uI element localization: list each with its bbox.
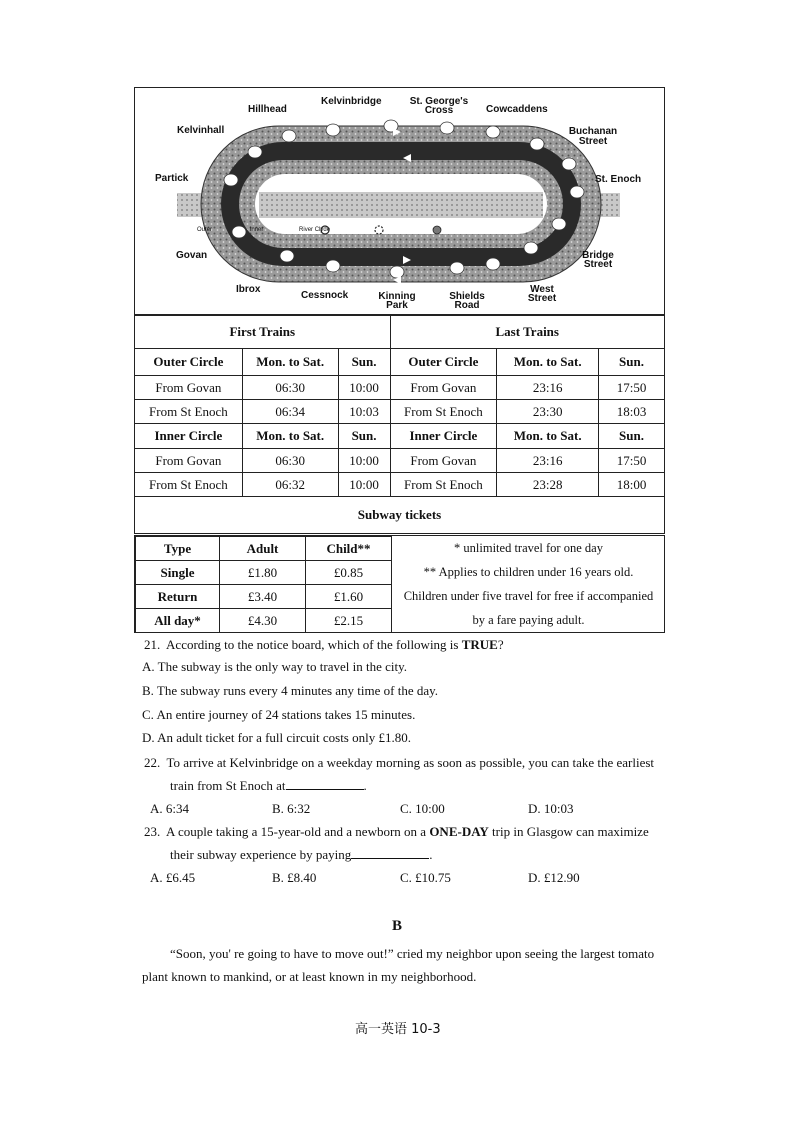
question-mark: ? [497, 637, 504, 652]
passage-line: “Soon, you' re going to have to move out!” cried my neighbor upon seeing the largest tomato [170, 946, 655, 961]
question-22-line2 [170, 777, 367, 794]
time-cell: 06:30 [242, 376, 338, 400]
ticket-price: £4.30 [220, 609, 306, 633]
time-cell: 23:30 [497, 400, 599, 424]
option-a: A. 6:34 [150, 801, 189, 816]
ticket-price: £1.60 [306, 585, 392, 609]
from-cell: From St Enoch [135, 473, 243, 497]
ticket-header: Type [136, 537, 220, 561]
time-cell: 06:34 [242, 400, 338, 424]
time-cell: 06:30 [242, 449, 338, 473]
answer-blank [286, 777, 364, 790]
river-clyde [259, 192, 543, 218]
ticket-type: Return [136, 585, 220, 609]
from-cell: From St Enoch [390, 473, 497, 497]
mon-sat-header: Mon. to Sat. [242, 424, 338, 449]
question-21 [144, 637, 504, 653]
time-cell: 23:28 [497, 473, 599, 497]
legend-river: River Clyde [299, 227, 331, 233]
station-kinning-park: Kinning Park [378, 291, 416, 311]
question-emphasis: ONE-DAY [429, 824, 489, 839]
option-b: B. £8.40 [272, 870, 317, 885]
mon-sat-header: Mon. to Sat. [497, 349, 599, 376]
section-label: B [392, 918, 403, 934]
question-stem: trip in Glasgow can maximize [488, 824, 649, 839]
option-c: C. An entire journey of 24 stations takes 15 minutes. [142, 707, 416, 722]
station-shields-road: Shields Road [449, 291, 485, 311]
subway-tickets-title: Subway tickets [135, 497, 665, 534]
option-d: D. £12.90 [528, 870, 580, 885]
station-cessnock: Cessnock [301, 290, 349, 301]
question-23 [144, 824, 649, 840]
subway-map-graphic [135, 88, 666, 316]
sun-header: Sun. [599, 424, 665, 449]
mon-sat-header: Mon. to Sat. [242, 349, 338, 376]
inner-circle-header: Inner Circle [390, 424, 497, 449]
from-cell: From Govan [135, 449, 243, 473]
station-govan: Govan [176, 250, 208, 261]
legend-inner: Inner [249, 227, 264, 233]
passage-line: plant known to mankind, or at least known in my neighborhood. [142, 969, 477, 984]
outer-circle-header: Outer Circle [390, 349, 497, 376]
question-stem: A couple taking a 15-year-old and a newborn on a [166, 824, 430, 839]
option-b: B. 6:32 [272, 801, 311, 816]
station-buchanan-street: Buchanan Street [568, 126, 618, 147]
station-cowcaddens: Cowcaddens [486, 104, 548, 115]
question-stem: According to the notice board, which of the following is [166, 637, 462, 652]
table-row [136, 585, 392, 609]
from-cell: From St Enoch [135, 400, 243, 424]
question-stem: To arrive at Kelvinbridge on a weekday morning as soon as possible, you can take the earliest [166, 755, 655, 770]
question-stem: their subway experience by paying [170, 847, 352, 862]
time-cell: 10:00 [338, 473, 390, 497]
question-22 [144, 755, 654, 771]
station-bridge-street: Bridge Street [582, 250, 614, 270]
timetable [134, 315, 665, 534]
table-row [135, 449, 665, 473]
ticket-header: Adult [220, 537, 306, 561]
ticket-notes [391, 536, 666, 632]
station-hillhead: Hillhead [248, 104, 287, 115]
ticket-type: Single [136, 561, 220, 585]
answer-blank [351, 846, 429, 859]
sun-header: Sun. [338, 424, 390, 449]
table-row [135, 473, 665, 497]
option-d: D. An adult ticket for a full circuit costs only £1.80. [142, 730, 411, 745]
station-west-street: West Street [527, 284, 557, 304]
option-b: B. The subway runs every 4 minutes any time of the day. [142, 683, 439, 698]
from-cell: From Govan [390, 376, 497, 400]
question-number: 22. [144, 755, 161, 770]
last-trains-title: Last Trains [390, 316, 665, 349]
note-line: ** Applies to children under 16 years old. [423, 565, 634, 579]
time-cell: 10:00 [338, 376, 390, 400]
station-st-enoch: St. Enoch [595, 174, 642, 185]
legend-outer: Outer [197, 227, 213, 233]
table-row [135, 400, 665, 424]
ticket-price: £2.15 [306, 609, 392, 633]
option-c: C. 10:00 [400, 801, 445, 816]
inner-circle-header: Inner Circle [135, 424, 243, 449]
note-line: by a fare paying adult. [472, 613, 585, 627]
option-d: D. 10:03 [528, 801, 574, 816]
from-cell: From Govan [390, 449, 497, 473]
table-row [136, 609, 392, 633]
map-legend [197, 227, 344, 233]
sun-header: Sun. [338, 349, 390, 376]
time-cell: 18:03 [599, 400, 665, 424]
question-number: 23. [144, 824, 161, 839]
river-legend-icon [433, 226, 441, 234]
ticket-type: All day* [136, 609, 220, 633]
time-cell: 10:03 [338, 400, 390, 424]
time-cell: 17:50 [599, 376, 665, 400]
time-cell: 10:00 [338, 449, 390, 473]
time-cell: 23:16 [497, 376, 599, 400]
note-line: Children under five travel for free if accompanied [403, 589, 654, 603]
option-c: C. £10.75 [400, 870, 451, 885]
question-emphasis: TRUE [461, 637, 498, 652]
note-line: * unlimited travel for one day [454, 541, 603, 555]
time-cell: 17:50 [599, 449, 665, 473]
period: . [429, 847, 433, 862]
question-23-line2 [170, 846, 432, 863]
sun-header: Sun. [599, 349, 665, 376]
station-ibrox: Ibrox [236, 284, 261, 295]
page-footer: 高一英语 10-3 [355, 1022, 441, 1037]
time-cell: 06:32 [242, 473, 338, 497]
tickets-table [135, 536, 392, 633]
question-number: 21. [144, 637, 161, 652]
subway-map [134, 87, 665, 315]
ticket-price: £1.80 [220, 561, 306, 585]
table-row [136, 561, 392, 585]
option-a: A. The subway is the only way to travel in the city. [142, 659, 408, 674]
table-row [135, 376, 665, 400]
station-kelvinhall: Kelvinhall [177, 125, 225, 136]
station-kelvinbridge: Kelvinbridge [321, 96, 382, 107]
period: . [363, 778, 367, 793]
option-a: A. £6.45 [150, 870, 196, 885]
first-trains-title: First Trains [135, 316, 391, 349]
outer-circle-header: Outer Circle [135, 349, 243, 376]
time-cell: 18:00 [599, 473, 665, 497]
from-cell: From Govan [135, 376, 243, 400]
ticket-price: £0.85 [306, 561, 392, 585]
from-cell: From St Enoch [390, 400, 497, 424]
station-st-georges-cross: St. George's Cross [409, 96, 469, 116]
mon-sat-header: Mon. to Sat. [497, 424, 599, 449]
question-stem: train from St Enoch at [170, 778, 286, 793]
tickets-section [134, 535, 665, 633]
station-partick: Partick [155, 173, 189, 184]
ticket-header: Child** [306, 537, 392, 561]
ticket-price: £3.40 [220, 585, 306, 609]
time-cell: 23:16 [497, 449, 599, 473]
